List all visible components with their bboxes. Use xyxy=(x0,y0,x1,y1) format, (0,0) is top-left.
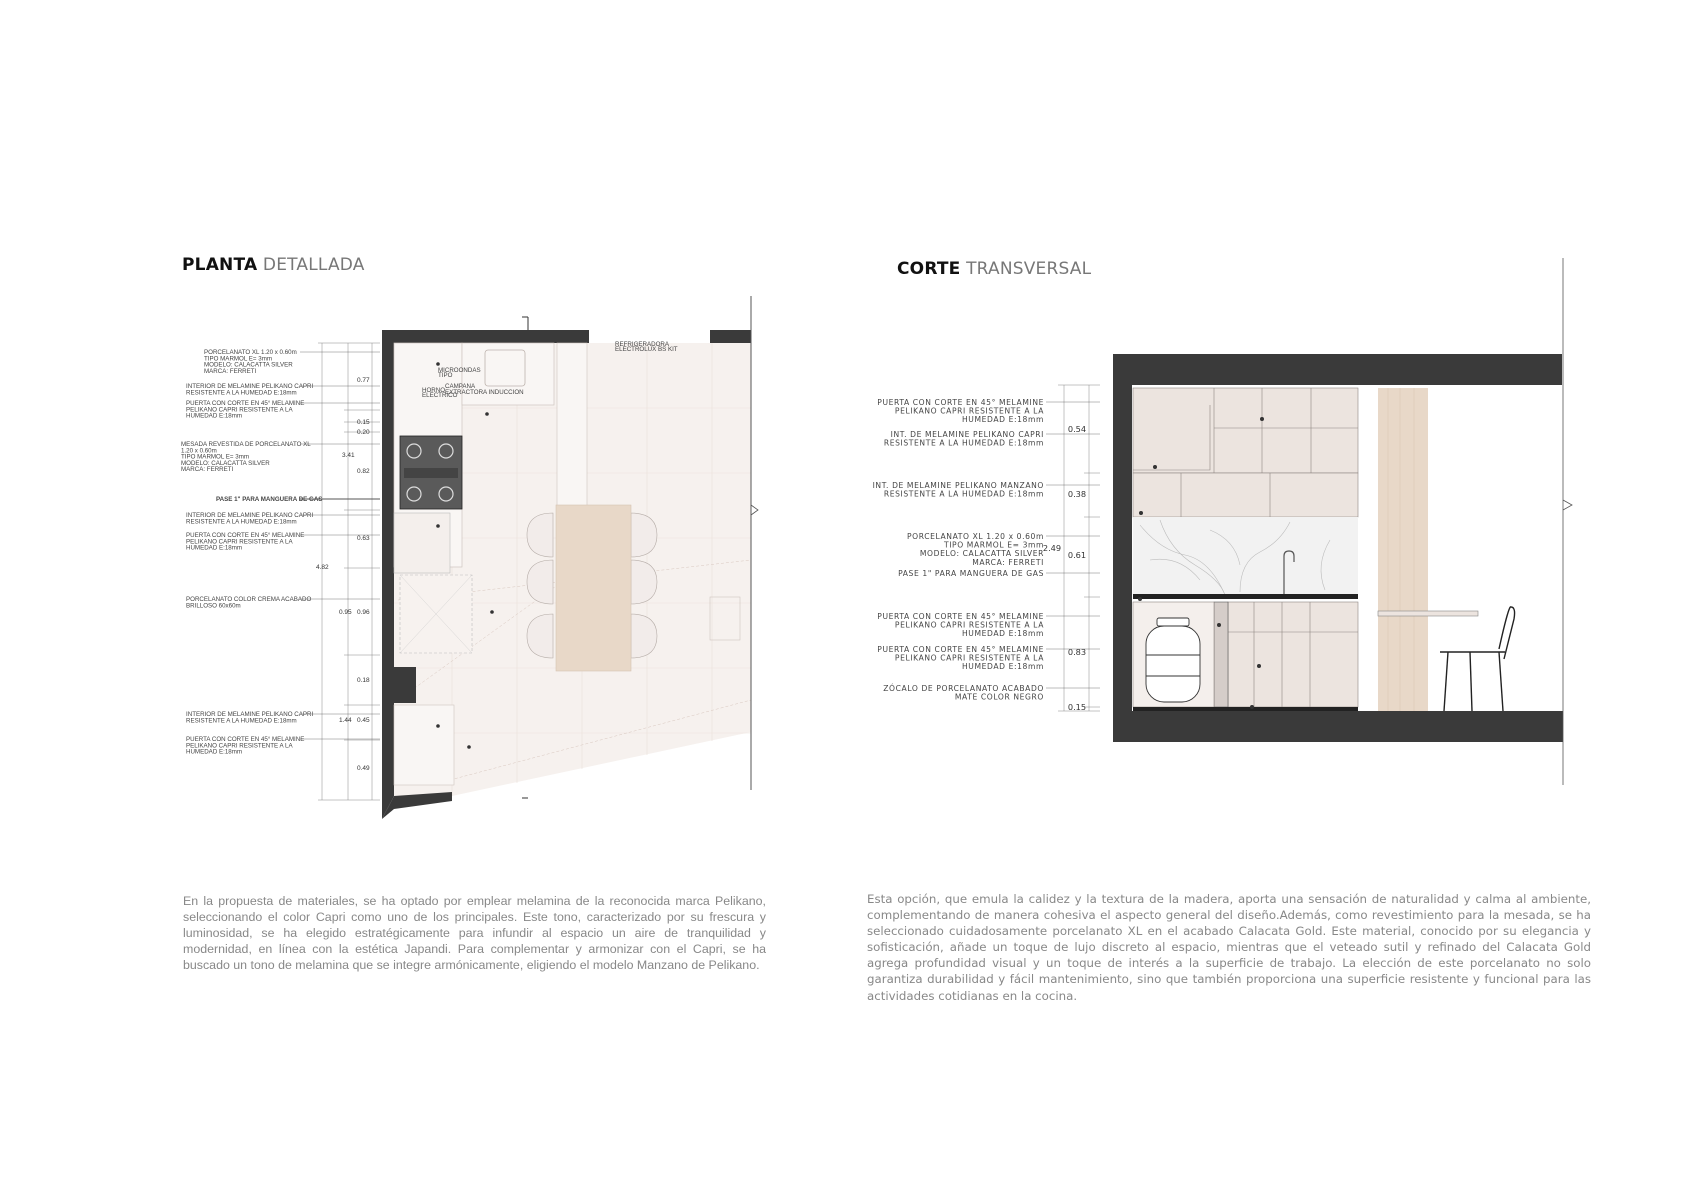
plan-label-line: PELIKANO CAPRI RESISTENTE A LA xyxy=(186,742,293,750)
plan-equipment-label: EXTRACTORA INDUCCION xyxy=(445,389,524,396)
plan-label-line: MESADA REVESTIDA DE PORCELANATO XL xyxy=(181,441,311,448)
plan-wall-pilaster xyxy=(394,667,416,703)
plan-island-column xyxy=(557,343,587,508)
plan-title-bold: PLANTA xyxy=(182,255,258,275)
section-dimension-values xyxy=(1043,424,1086,712)
section-bar-top xyxy=(1378,611,1478,616)
plan-label-line: MARCA: FERRETI xyxy=(204,367,257,375)
plan-dimension-value: 0.45 xyxy=(357,717,370,724)
plan-equipment-label: HORNO xyxy=(422,387,446,394)
plan-label-line: PUERTA CON CORTE EN 45° MELAMINE xyxy=(186,400,305,407)
plan-label-line: BRILLOSO 60x60m xyxy=(186,602,241,610)
plan-label-line: MODELO: CALACATTA SILVER xyxy=(204,361,293,369)
plan-dimension-value: 1.44 xyxy=(339,717,352,724)
section-dimension-value: 0.15 xyxy=(1067,702,1087,712)
plan-label-line: 1.20 x 0.60m xyxy=(181,447,217,455)
plan-dimension-value: 0.63 xyxy=(357,535,370,542)
section-upper-cabinets xyxy=(1133,388,1358,473)
section-floor-slab xyxy=(1113,711,1563,742)
section-label-line: PASE 1" PARA MANGUERA DE GAS xyxy=(898,569,1044,578)
plan-dimension-value: 0.95 xyxy=(339,609,352,616)
section-dimension-value: 0.38 xyxy=(1067,489,1087,499)
section-countertop xyxy=(1133,594,1358,599)
section-label-line: PUERTA CON CORTE EN 45° MELAMINE xyxy=(877,398,1044,407)
section-label-line: PUERTA CON CORTE EN 45° MELAMINE xyxy=(877,612,1044,621)
section-lower-cabinets xyxy=(1228,602,1358,707)
floor-plan xyxy=(181,296,758,819)
plan-label-line: HUMEDAD E:18mm xyxy=(186,544,243,552)
plan-label-line: PUERTA CON CORTE EN 45° MELAMINE xyxy=(186,532,305,539)
plan-label-line: TIPO MARMOL E= 3mm xyxy=(181,453,250,461)
plan-label-line: INTERIOR DE MELAMINE PELIKANO CAPRI xyxy=(186,711,314,718)
plan-label-line: PUERTA CON CORTE EN 45° MELAMINE xyxy=(186,736,305,743)
plan-dimension-value: 0.18 xyxy=(357,677,370,684)
plan-label-line: TIPO MARMOL E= 3mm xyxy=(204,355,273,363)
section-label-line: INT. DE MELAMINE PELIKANO CAPRI xyxy=(890,430,1044,439)
section-label-line: HUMEDAD E:18mm xyxy=(961,629,1044,639)
plan-label-line: PASE 1" PARA MANGUERA DE GAS xyxy=(216,496,323,503)
section-label-line: PELIKANO CAPRI RESISTENTE A LA xyxy=(894,653,1044,663)
section-label-line: HUMEDAD E:18mm xyxy=(961,415,1044,425)
section-wood-column xyxy=(1378,388,1428,711)
plan-dimension-value: 0.82 xyxy=(357,468,370,475)
section-mid-cabinets xyxy=(1133,473,1358,517)
section-oven-panel xyxy=(1214,602,1228,707)
plan-cooktop xyxy=(400,436,462,509)
section-label-line: PELIKANO CAPRI RESISTENTE A LA xyxy=(894,406,1044,416)
plan-label-line: RESISTENTE A LA HUMEDAD E:18mm xyxy=(186,518,297,526)
plan-label-line: PORCELANATO COLOR CREMA ACABADO xyxy=(186,596,312,603)
plan-equipment-label: ELECTRICO xyxy=(422,392,458,399)
section-dimension-value: 0.54 xyxy=(1067,424,1087,434)
plan-dimension-value: 4.82 xyxy=(316,564,329,571)
plan-label-line: MODELO: CALACATTA SILVER xyxy=(181,459,270,467)
plan-dimension-value: 0.96 xyxy=(357,609,370,616)
section-title-light: TRANSVERSAL xyxy=(966,259,1092,279)
plan-dimension-value: 0.77 xyxy=(357,377,370,384)
plan-wall-left xyxy=(382,330,394,819)
section-plinth xyxy=(1133,707,1358,711)
description-paragraph-left: En la propuesta de materiales, se ha optado por emplear melamina de la reconocida marca Pelikano, seleccionando el color Capri como uno de los principales. Este tono, caracterizado por su frescura y luminosidad, se ha elegido estratégicamente para infundir al espacio un aire de tranquilidad y modernidad, en línea con la estética Japandi. Para complementar y armonizar con el Capri, se ha buscado un tono de melamina que se integre armónicamente, eligiendo el modelo Manzano de Pelikano. xyxy=(183,894,766,972)
plan-equipment-label: TIPO xyxy=(438,372,453,379)
section-dimension-value: 0.61 xyxy=(1067,550,1087,560)
section-label-line: ZÓCALO DE PORCELANATO ACABADO xyxy=(883,684,1044,693)
section-marble-backsplash xyxy=(1133,517,1358,597)
section-wall-left xyxy=(1113,354,1132,742)
section-label-line: MODELO: CALACATTA SILVER xyxy=(919,549,1044,559)
section-label-line: INT. DE MELAMINE PELIKANO MANZANO xyxy=(872,481,1044,490)
section-label-line: MARCA: FERRETI xyxy=(972,557,1044,567)
plan-label-line: INTERIOR DE MELAMINE PELIKANO CAPRI xyxy=(186,512,314,519)
plan-pantry xyxy=(394,705,454,785)
section-wall-top xyxy=(1113,354,1562,385)
plan-label-line: RESISTENTE A LA HUMEDAD E:18mm xyxy=(186,389,297,397)
plan-equipment-label: REFRIGERADORA xyxy=(615,341,669,348)
plan-label-line: MARCA: FERRETI xyxy=(181,466,234,474)
section-gas-tank-icon xyxy=(1146,618,1200,702)
section-label-line: HUMEDAD E:18mm xyxy=(961,662,1044,672)
section-label-line: RESISTENTE A LA HUMEDAD E:18mm xyxy=(883,489,1044,499)
section-label-line: PORCELANATO XL 1.20 x 0.60m xyxy=(906,532,1044,541)
plan-dimension-lines xyxy=(318,343,380,800)
section-dimension-value: 2.49 xyxy=(1042,543,1062,553)
description-paragraph-right: Esta opción, que emula la calidez y la textura de la madera, aporta una sensación de naturalidad y calma al ambiente, complementando de manera cohesiva el aspecto general del diseño.Además, como revestimiento para la mesada, se ha seleccionado cuidadosamente porcelanato XL en el acabado Calacata Gold. Este material, conocido por su elegancia y sofisticación, añade un toque de lujo discreto al espacio, mientras que el veteado sutil y refinado del Calacata Gold agrega profundidad visual y un toque de interés a la superficie de trabajo. La elección de este porcelanato no solo garantiza durabilidad y fácil mantenimiento, sino que también proporciona una superficie resistente y funcional para las actividades cotidianas en la cocina. xyxy=(867,892,1591,1003)
plan-label-line: HUMEDAD E:18mm xyxy=(186,748,243,756)
section-label-line: PELIKANO CAPRI RESISTENTE A LA xyxy=(894,620,1044,630)
plan-label-line: HUMEDAD E:18mm xyxy=(186,412,243,420)
plan-label-line: PELIKANO CAPRI RESISTENTE A LA xyxy=(186,538,293,546)
section-label-line: RESISTENTE A LA HUMEDAD E:18mm xyxy=(883,438,1044,448)
cross-section xyxy=(873,258,1572,785)
plan-wall-top-right xyxy=(710,330,751,343)
section-material-labels xyxy=(873,398,1100,702)
section-label-line: MATE COLOR NEGRO xyxy=(954,692,1044,702)
plan-dining-table xyxy=(556,505,631,671)
plan-equipment-label: ELECTROLUX BS KIT xyxy=(615,346,678,353)
plan-dimension-value: 0.20 xyxy=(357,429,370,436)
section-label-line: TIPO MARMOL E= 3mm xyxy=(943,540,1044,550)
plan-label-line: PORCELANATO XL 1.20 x 0.60m xyxy=(204,349,297,356)
plan-dimension-value: 3.41 xyxy=(342,452,355,459)
plan-label-line: INTERIOR DE MELAMINE PELIKANO CAPRI xyxy=(186,383,314,390)
section-dimension-value: 0.83 xyxy=(1067,647,1087,657)
plan-label-line: PELIKANO CAPRI RESISTENTE A LA xyxy=(186,406,293,414)
section-title-bold: CORTE xyxy=(897,259,961,279)
plan-label-line: RESISTENTE A LA HUMEDAD E:18mm xyxy=(186,717,297,725)
plan-equipment-label: CAMPANA xyxy=(445,383,476,390)
plan-dimension-value: 0.49 xyxy=(357,765,370,772)
section-label-line: PUERTA CON CORTE EN 45° MELAMINE xyxy=(877,645,1044,654)
plan-tall-cabinet xyxy=(394,513,450,573)
plan-equipment-label: MICROONDAS xyxy=(438,367,481,374)
plan-wall-top xyxy=(382,330,589,343)
plan-dimension-values xyxy=(316,377,370,772)
plan-title-light: DETALLADA xyxy=(262,255,365,275)
plan-dimension-value: 0.15 xyxy=(357,419,370,426)
